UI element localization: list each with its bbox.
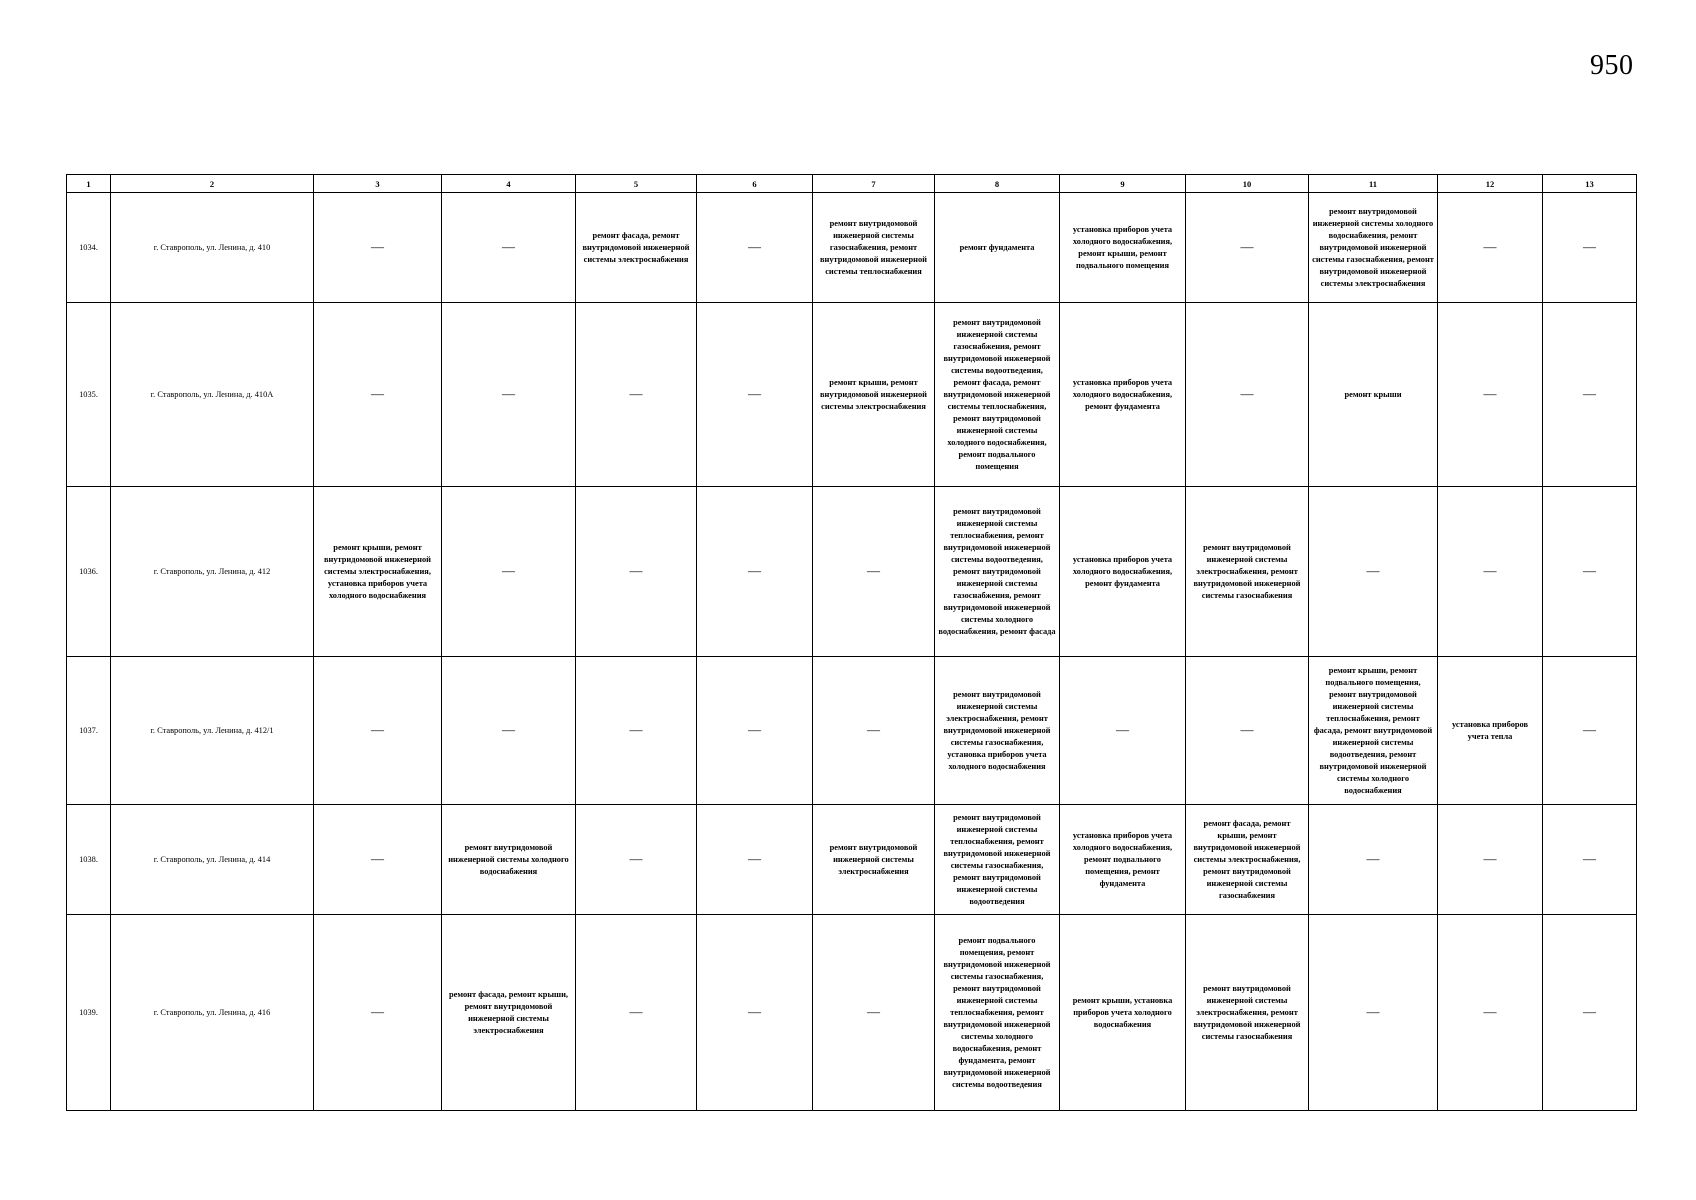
work-description: установка приборов учета холодного водоснабжения, ремонт фундамента — [1072, 554, 1173, 588]
work-description: ремонт крыши, установка приборов учета холодного водоснабжения — [1072, 995, 1173, 1029]
table-body — [67, 193, 1637, 1111]
page-number: 950 — [1590, 50, 1634, 81]
row-number: 1039. — [67, 915, 111, 1111]
work-cell-col-12 — [1438, 915, 1543, 1111]
work-description: ремонт внутридомовой инженерной системы газоснабжения, ремонт внутридомовой инженерной системы теплоснабжения — [819, 218, 927, 276]
empty-dash: — — [1583, 385, 1596, 401]
work-cell-col-6 — [697, 487, 813, 657]
work-cell-col-11 — [1309, 487, 1438, 657]
work-description: установка приборов учета холодного водоснабжения, ремонт фундамента — [1072, 377, 1173, 411]
work-cell-col-3 — [314, 487, 442, 657]
work-cell-col-10 — [1186, 487, 1309, 657]
row-number: 1035. — [67, 303, 111, 487]
work-cell-col-8 — [935, 487, 1060, 657]
empty-dash: — — [1240, 721, 1254, 737]
column-header-10: 10 — [1186, 175, 1309, 193]
empty-dash: — — [371, 238, 384, 254]
empty-dash: — — [502, 562, 515, 578]
work-cell-col-11 — [1309, 193, 1438, 303]
work-description: ремонт фасада, ремонт крыши, ремонт внутридомовой инженерной системы электроснабжения, ремонт внутридомовой инженерной системы газоснабжения — [1193, 818, 1301, 900]
work-cell-col-13 — [1543, 487, 1637, 657]
work-cell-col-10 — [1186, 303, 1309, 487]
row-number: 1034. — [67, 193, 111, 303]
table-row — [67, 487, 1637, 657]
work-cell-col-8 — [935, 915, 1060, 1111]
empty-dash: — — [629, 721, 643, 737]
empty-dash: — — [629, 385, 643, 401]
work-description: ремонт крыши, ремонт подвального помещения, ремонт внутридомовой инженерной системы теплоснабжения, ремонт фасада, ремонт внутридомовой инженерной системы водоотведения, ремонт внутридомовой инженерной системы холодного водоснабжения — [1313, 665, 1433, 795]
work-description: ремонт внутридомовой инженерной системы теплоснабжения, ремонт внутридомовой инженерной системы водоотведения, ремонт внутридомовой инженерной системы газоснабжения, ремонт внутридомовой инженерной системы холодного водоснабжения, ремонт фасада — [938, 506, 1056, 636]
column-header-13: 13 — [1543, 175, 1637, 193]
work-cell-col-11 — [1309, 915, 1438, 1111]
work-description: ремонт внутридомовой инженерной системы холодного водоснабжения — [448, 842, 569, 876]
empty-dash: — — [371, 721, 384, 737]
empty-dash: — — [1483, 385, 1497, 401]
column-header-8: 8 — [935, 175, 1060, 193]
empty-dash: — — [1366, 850, 1380, 866]
empty-dash: — — [748, 850, 761, 866]
work-description: ремонт внутридомовой инженерной системы электроснабжения, ремонт внутридомовой инженерной системы газоснабжения, установка приборов учета холодного водоснабжения — [943, 689, 1051, 771]
empty-dash: — — [502, 238, 515, 254]
work-cell-col-3 — [314, 915, 442, 1111]
work-cell-col-10 — [1186, 805, 1309, 915]
work-cell-col-4 — [442, 487, 576, 657]
table-row — [67, 915, 1637, 1111]
work-cell-col-13 — [1543, 657, 1637, 805]
work-description: ремонт внутридомовой инженерной системы электроснабжения — [829, 842, 918, 876]
row-number: 1038. — [67, 805, 111, 915]
work-cell-col-12 — [1438, 193, 1543, 303]
column-header-4: 4 — [442, 175, 576, 193]
work-cell-col-12 — [1438, 487, 1543, 657]
empty-dash: — — [1366, 1003, 1380, 1019]
empty-dash: — — [1116, 721, 1129, 737]
work-cell-col-3 — [314, 805, 442, 915]
empty-dash: — — [748, 1003, 761, 1019]
work-cell-col-7 — [813, 193, 935, 303]
work-description: ремонт внутридомовой инженерной системы теплоснабжения, ремонт внутридомовой инженерной системы газоснабжения, ремонт внутридомовой инженерной системы водоотведения — [943, 812, 1051, 906]
column-header-11: 11 — [1309, 175, 1438, 193]
work-cell-col-9 — [1060, 657, 1186, 805]
empty-dash: — — [748, 721, 761, 737]
work-cell-col-12 — [1438, 805, 1543, 915]
address-cell: г. Ставрополь, ул. Ленина, д. 416 — [111, 915, 314, 1111]
work-cell-col-4 — [442, 303, 576, 487]
empty-dash: — — [748, 562, 761, 578]
column-header-3: 3 — [314, 175, 442, 193]
column-header-7: 7 — [813, 175, 935, 193]
empty-dash: — — [502, 385, 515, 401]
empty-dash: — — [867, 1003, 880, 1019]
empty-dash: — — [629, 1003, 643, 1019]
column-header-2: 2 — [111, 175, 314, 193]
work-cell-col-3 — [314, 193, 442, 303]
repair-schedule-table — [66, 174, 1637, 1111]
work-cell-col-4 — [442, 193, 576, 303]
table-row — [67, 657, 1637, 805]
column-header-1: 1 — [67, 175, 111, 193]
work-cell-col-9 — [1060, 303, 1186, 487]
work-cell-col-13 — [1543, 915, 1637, 1111]
work-cell-col-11 — [1309, 805, 1438, 915]
work-cell-col-7 — [813, 657, 935, 805]
column-number-header — [67, 175, 1637, 193]
work-description: ремонт фундамента — [959, 242, 1035, 252]
empty-dash: — — [1483, 238, 1497, 254]
work-cell-col-8 — [935, 193, 1060, 303]
work-cell-col-5 — [576, 193, 697, 303]
column-header-6: 6 — [697, 175, 813, 193]
work-cell-col-9 — [1060, 193, 1186, 303]
empty-dash: — — [748, 238, 761, 254]
work-cell-col-5 — [576, 805, 697, 915]
work-cell-col-12 — [1438, 303, 1543, 487]
empty-dash: — — [1483, 850, 1497, 866]
work-cell-col-7 — [813, 303, 935, 487]
work-description: ремонт крыши — [1344, 389, 1402, 399]
empty-dash: — — [1483, 1003, 1497, 1019]
work-cell-col-5 — [576, 657, 697, 805]
work-cell-col-8 — [935, 657, 1060, 805]
work-cell-col-7 — [813, 487, 935, 657]
work-cell-col-3 — [314, 657, 442, 805]
empty-dash: — — [1583, 562, 1596, 578]
work-cell-col-4 — [442, 805, 576, 915]
row-number: 1037. — [67, 657, 111, 805]
work-cell-col-7 — [813, 915, 935, 1111]
work-description: ремонт подвального помещения, ремонт внутридомовой инженерной системы газоснабжения, ремонт внутридомовой инженерной системы теплоснабжения, ремонт внутридомовой инженерной системы холодного водоснабжения, ремонт фундамента, ремонт внутридомовой инженерной системы водоотведения — [943, 935, 1051, 1089]
work-cell-col-9 — [1060, 805, 1186, 915]
work-description: ремонт фасада, ремонт внутридомовой инженерной системы электроснабжения — [582, 230, 690, 264]
work-cell-col-11 — [1309, 657, 1438, 805]
empty-dash: — — [629, 850, 643, 866]
empty-dash: — — [1366, 562, 1380, 578]
work-cell-col-13 — [1543, 193, 1637, 303]
column-header-9: 9 — [1060, 175, 1186, 193]
work-cell-col-6 — [697, 303, 813, 487]
column-header-5: 5 — [576, 175, 697, 193]
empty-dash: — — [371, 1003, 384, 1019]
work-description: ремонт внутридомовой инженерной системы холодного водоснабжения, ремонт внутридомовой инженерной системы газоснабжения, ремонт внутридомовой инженерной системы электроснабжения — [1312, 206, 1434, 288]
row-number: 1036. — [67, 487, 111, 657]
empty-dash: — — [1583, 721, 1596, 737]
work-cell-col-6 — [697, 193, 813, 303]
column-header-12: 12 — [1438, 175, 1543, 193]
address-cell: г. Ставрополь, ул. Ленина, д. 410А — [111, 303, 314, 487]
empty-dash: — — [502, 721, 515, 737]
work-cell-col-3 — [314, 303, 442, 487]
empty-dash: — — [1583, 1003, 1596, 1019]
table-row — [67, 805, 1637, 915]
work-cell-col-5 — [576, 487, 697, 657]
empty-dash: — — [1483, 562, 1497, 578]
address-cell: г. Ставрополь, ул. Ленина, д. 414 — [111, 805, 314, 915]
empty-dash: — — [1583, 238, 1596, 254]
work-cell-col-4 — [442, 657, 576, 805]
work-cell-col-4 — [442, 915, 576, 1111]
work-description: ремонт крыши, ремонт внутридомовой инженерной системы электроснабжения — [819, 377, 927, 411]
empty-dash: — — [1240, 385, 1254, 401]
work-cell-col-12 — [1438, 657, 1543, 805]
empty-dash: — — [1240, 238, 1254, 254]
table-row — [67, 193, 1637, 303]
work-cell-col-6 — [697, 915, 813, 1111]
address-cell: г. Ставрополь, ул. Ленина, д. 412 — [111, 487, 314, 657]
empty-dash: — — [1583, 850, 1596, 866]
work-cell-col-5 — [576, 303, 697, 487]
work-cell-col-13 — [1543, 303, 1637, 487]
work-description: установка приборов учета холодного водоснабжения, ремонт крыши, ремонт подвального помещения — [1072, 224, 1173, 270]
empty-dash: — — [629, 562, 643, 578]
work-cell-col-11 — [1309, 303, 1438, 487]
address-cell: г. Ставрополь, ул. Ленина, д. 410 — [111, 193, 314, 303]
work-cell-col-5 — [576, 915, 697, 1111]
work-description: установка приборов учета холодного водоснабжения, ремонт подвального помещения, ремонт фундамента — [1072, 830, 1173, 888]
work-description: установка приборов учета тепла — [1451, 719, 1529, 741]
work-description: ремонт внутридомовой инженерной системы газоснабжения, ремонт внутридомовой инженерной системы водоотведения, ремонт фасада, ремонт внутридомовой инженерной системы теплоснабжения, ремонт внутридомовой инженерной системы холодного водоснабжения, ремонт подвального помещения — [943, 317, 1051, 471]
work-cell-col-13 — [1543, 805, 1637, 915]
work-description: ремонт фасада, ремонт крыши, ремонт внутридомовой инженерной системы электроснабжения — [449, 989, 568, 1035]
work-cell-col-7 — [813, 805, 935, 915]
work-cell-col-6 — [697, 657, 813, 805]
address-cell: г. Ставрополь, ул. Ленина, д. 412/1 — [111, 657, 314, 805]
work-cell-col-9 — [1060, 487, 1186, 657]
empty-dash: — — [867, 721, 880, 737]
empty-dash: — — [371, 850, 384, 866]
work-cell-col-10 — [1186, 915, 1309, 1111]
work-description: ремонт внутридомовой инженерной системы электроснабжения, ремонт внутридомовой инженерной системы газоснабжения — [1193, 542, 1301, 600]
work-cell-col-6 — [697, 805, 813, 915]
work-cell-col-8 — [935, 303, 1060, 487]
empty-dash: — — [867, 562, 880, 578]
work-description: ремонт внутридомовой инженерной системы электроснабжения, ремонт внутридомовой инженерной системы газоснабжения — [1193, 983, 1301, 1041]
work-cell-col-10 — [1186, 193, 1309, 303]
work-description: ремонт крыши, ремонт внутридомовой инженерной системы электроснабжения, установка приборов учета холодного водоснабжения — [323, 542, 431, 600]
empty-dash: — — [748, 385, 761, 401]
empty-dash: — — [371, 385, 384, 401]
work-cell-col-8 — [935, 805, 1060, 915]
work-cell-col-9 — [1060, 915, 1186, 1111]
table-row — [67, 303, 1637, 487]
work-cell-col-10 — [1186, 657, 1309, 805]
